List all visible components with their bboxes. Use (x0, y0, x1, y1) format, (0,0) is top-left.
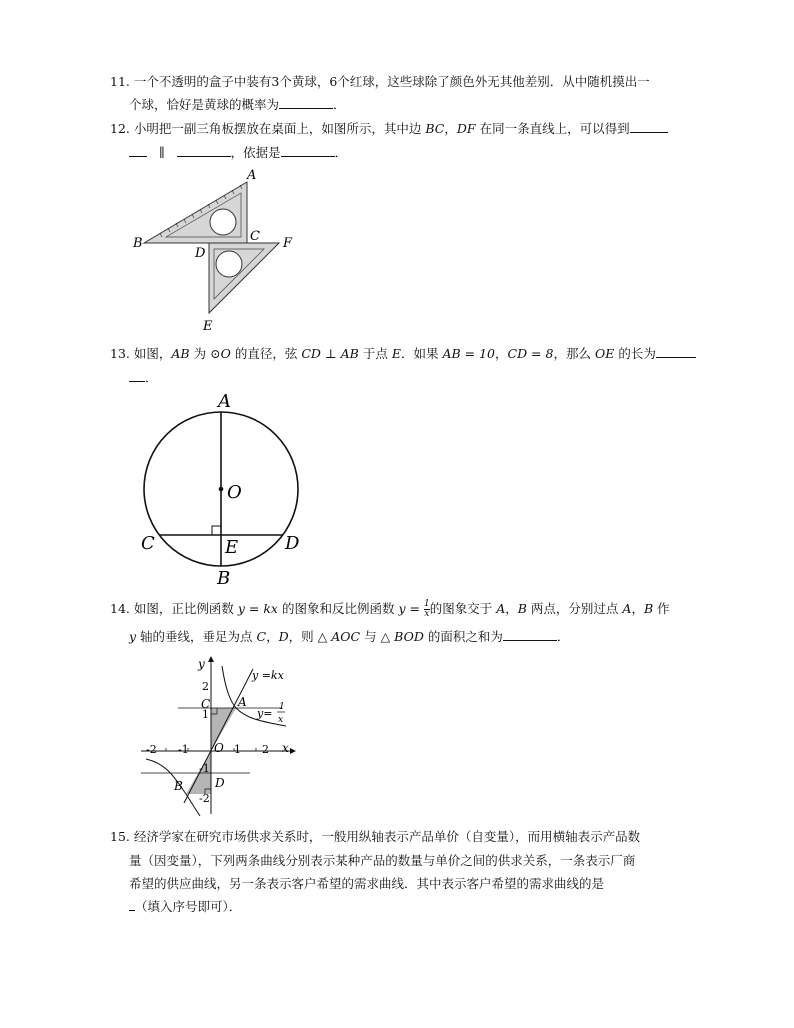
q14-label-a: A (238, 695, 247, 709)
q11-number: 11. (110, 74, 130, 89)
q13-circle-symbol: ⊙ (210, 346, 221, 361)
q12-period: ． (334, 145, 348, 160)
q14-sep-1: ， (505, 601, 518, 616)
q13-text-3: 的直径，弦 (234, 346, 298, 361)
q13-ab: AB (171, 346, 190, 361)
q13-sep: ， (494, 346, 508, 361)
q12-label-d: D (195, 246, 206, 261)
q12-line2 (129, 144, 347, 162)
q14-number: 14. (110, 601, 130, 616)
q14-text-5: 作 (657, 601, 670, 616)
q14-tick-x-1: 1 (234, 743, 241, 756)
q12-line1 (110, 120, 668, 138)
q14-linear-func: y = kx (237, 601, 278, 616)
q11-period: ． (333, 97, 346, 112)
q14-text-9: 的面积之和为 (427, 629, 503, 644)
q14-text-3: 的图象交于 (429, 601, 493, 616)
q13-right-angle-mark (212, 526, 221, 535)
q14-a-2: A (622, 601, 632, 616)
q14-label-y1x: y= (257, 707, 273, 720)
q15-text-4: （填入序号即可）． (135, 899, 242, 914)
q14-label-c: C (201, 697, 211, 711)
q14-c: C (256, 629, 267, 644)
q14-y: y (129, 629, 137, 644)
q13-text-1: 如图， (133, 346, 172, 361)
q15-line3 (129, 875, 604, 893)
q14-tick-y-m1: -1 (199, 762, 210, 775)
q14-figure (138, 652, 303, 817)
q13-oe: OE (594, 346, 615, 361)
q14-bod: △ BOD (380, 629, 424, 644)
q13-label-d: D (285, 533, 300, 554)
q13-o: O (220, 346, 231, 361)
q13-label-a: A (218, 391, 231, 412)
q14-label-y1x-den: x (278, 715, 284, 725)
q14-x-axis-label: x (282, 741, 289, 755)
q12-label-b: B (133, 236, 143, 251)
q13-label-o: O (227, 482, 242, 503)
q12-answer-blank-1b[interactable] (129, 144, 147, 157)
q13-e: E (391, 346, 401, 361)
q11-text-2: 个球，恰好是黄球的概率为 (129, 97, 280, 112)
q11-answer-blank[interactable] (279, 96, 333, 109)
q14-b-2: B (643, 601, 654, 616)
q13-label-b: B (217, 568, 231, 589)
q12-figure (130, 165, 300, 337)
q14-tick-y-m2: -2 (199, 792, 210, 805)
q13-line2 (129, 369, 158, 387)
q14-tick-x-m2: -2 (146, 743, 157, 756)
q12-df: DF (456, 121, 476, 136)
q15-text-1: 经济学家在研究市场供求关系时，一般用纵轴表示产品单价（自变量），而用横轴表示产品数 (133, 829, 641, 844)
q11-line2 (129, 96, 346, 114)
q13-text-7: 的长为 (618, 346, 656, 361)
q14-label-d: D (215, 776, 225, 790)
q14-text-6: 轴的垂线，垂足为点 (140, 629, 253, 644)
q13-period: ． (145, 370, 158, 385)
q12-text-1: 小明把一副三角板摆放在桌面上，如图所示，其中边 (133, 121, 422, 136)
q12-text-2: 在同一条直线上，可以得到 (479, 121, 630, 136)
q14-text-1: 如图，正比例函数 (133, 601, 234, 616)
q13-label-e: E (225, 537, 239, 558)
q14-aoc: △ AOC (317, 629, 361, 644)
q14-sep-2: ， (631, 601, 644, 616)
q14-inverse-func: y = (398, 601, 420, 616)
q14-tick-y-1: 1 (202, 708, 209, 721)
q14-tick-x-m1: -1 (178, 743, 189, 756)
q14-x-arrow (290, 748, 296, 754)
q14-label-y1x-num: 1 (279, 702, 285, 712)
q13-answer-blank-a[interactable] (656, 345, 696, 358)
q13-cd-perp-ab: CD ⊥ AB (301, 346, 359, 361)
q15-text-3: 希望的供应曲线，另一条表示客户希望的需求曲线．其中表示客户希望的需求曲线的是 (129, 876, 605, 891)
q15-line4 (129, 898, 241, 916)
q12-number: 12. (110, 121, 130, 136)
q14-tick-y-2: 2 (202, 680, 209, 693)
q14-label-b: B (174, 779, 183, 793)
q13-figure (138, 388, 308, 590)
q14-origin-label: O (214, 741, 224, 755)
q14-period: ． (556, 629, 570, 644)
q12-label-c: C (250, 229, 260, 244)
q11-text-1: 一个不透明的盒子中装有3个黄球，6个红球，这些球除了颜色外无其他差别．从中随机摸出一 (133, 74, 650, 89)
q14-frac-den: x (424, 609, 430, 619)
q15-number: 15. (110, 829, 130, 844)
q14-text-4: 两点，分别过点 (530, 601, 619, 616)
q12-label-a: A (247, 168, 257, 183)
q12-text-3: ，依据是 (230, 145, 281, 160)
q14-b: B (517, 601, 527, 616)
q14-tick-x-2: 2 (262, 743, 269, 756)
q12-sep: ， (444, 121, 457, 136)
q14-label-ykx: y =kx (252, 669, 284, 682)
q15-line1 (110, 828, 640, 846)
q13-label-c: C (141, 533, 155, 554)
q12-label-e: E (203, 319, 213, 334)
q13-center-point (219, 487, 224, 492)
q12-lower-hole (216, 251, 242, 277)
q13-text-2: 为 (193, 346, 207, 361)
q13-text-6: ，那么 (553, 346, 591, 361)
q12-answer-blank-1a[interactable] (630, 120, 668, 133)
q15-text-2: 量（因变量），下列两条曲线分别表示某种产品的数量与单价之间的供求关系，一条表示厂商 (129, 853, 636, 868)
q14-text-8: 与 (364, 629, 377, 644)
q14-y-arrow (208, 656, 214, 662)
q15-line2 (129, 852, 635, 870)
q14-text-7: ，则 (288, 629, 314, 644)
q14-d: D (278, 629, 289, 644)
q13-cd-value: CD = 8 (507, 346, 554, 361)
q11-line1 (110, 73, 650, 91)
q12-answer-blank-2[interactable] (177, 144, 231, 157)
q13-number: 13. (110, 346, 130, 361)
q13-ab-value: AB = 10 (442, 346, 495, 361)
q12-answer-blank-3[interactable] (281, 144, 335, 157)
q14-sep-3: ， (266, 629, 279, 644)
q14-a: A (496, 601, 506, 616)
q13-text-4: 于点 (362, 346, 388, 361)
q13-answer-blank-b[interactable] (129, 369, 145, 382)
q12-parallel-symbol: ∥ (158, 145, 165, 160)
q14-answer-blank[interactable] (503, 628, 557, 641)
q12-upper-hole (210, 209, 236, 235)
q12-label-f: F (283, 236, 293, 251)
q14-line1 (110, 600, 670, 619)
q13-line1 (110, 345, 696, 363)
q14-frac-num: 1 (423, 599, 430, 609)
q12-bc: BC (425, 121, 445, 136)
q13-text-5: ．如果 (400, 346, 439, 361)
q14-y-axis-label: y (198, 657, 205, 671)
q14-text-2: 的图象和反比例函数 (281, 601, 395, 616)
q14-line2 (129, 628, 569, 646)
